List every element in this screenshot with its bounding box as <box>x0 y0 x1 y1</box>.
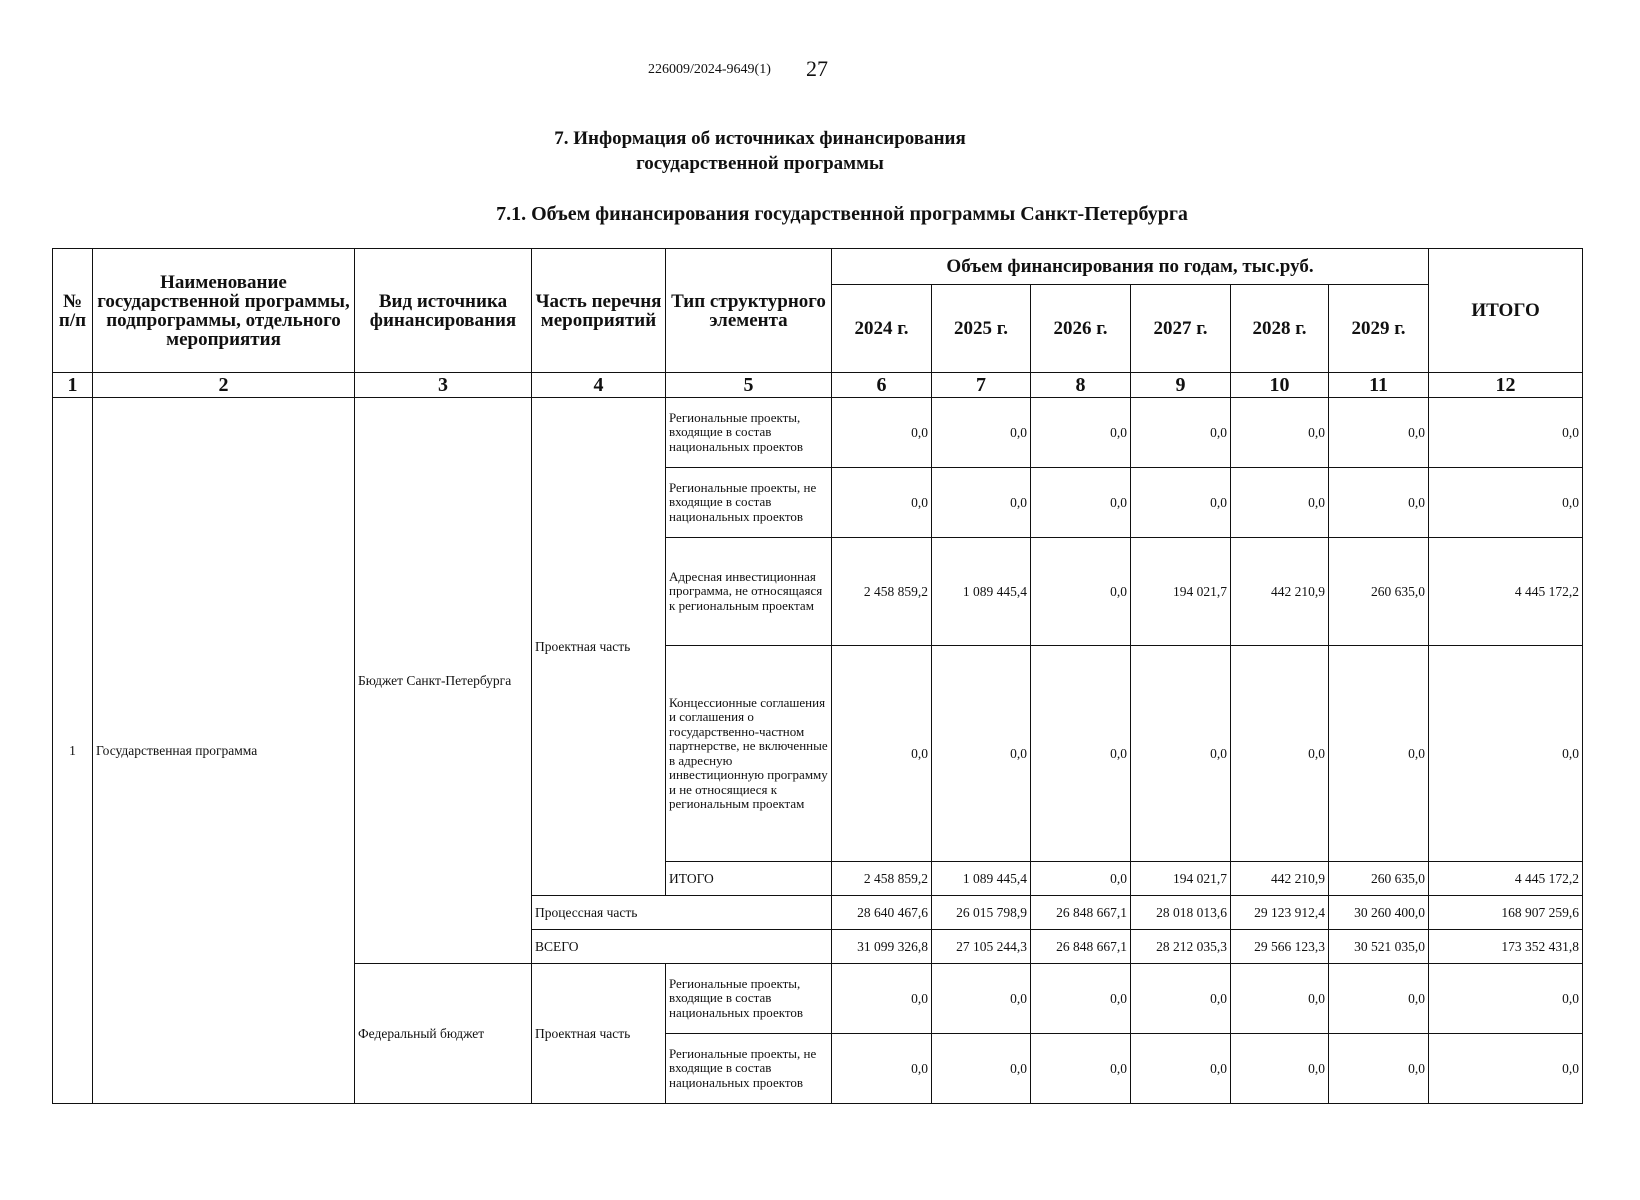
header-total: ИТОГО <box>1429 249 1583 373</box>
part-all: ВСЕГО <box>532 930 832 964</box>
header-num: № п/п <box>53 249 93 373</box>
source-spb-budget: Бюджет Санкт-Петербурга <box>355 398 532 964</box>
col-number: 2 <box>93 373 355 398</box>
table-row <box>53 398 1583 468</box>
value-cell: 0,0 <box>1031 1034 1131 1104</box>
header-year-2027: 2027 г. <box>1131 285 1231 373</box>
value-cell: 0,0 <box>1329 1034 1429 1104</box>
total-cell: 0,0 <box>1429 398 1583 468</box>
value-cell: 194 021,7 <box>1131 862 1231 896</box>
header-type: Тип структурного элемента <box>666 249 832 373</box>
value-cell: 0,0 <box>932 964 1031 1034</box>
header-year-2024: 2024 г. <box>832 285 932 373</box>
value-cell: 0,0 <box>1031 964 1131 1034</box>
value-cell: 0,0 <box>1231 646 1329 862</box>
subsection-title: 7.1. Объем финансирования государственной программы Санкт-Петербурга <box>496 203 1188 225</box>
value-cell: 29 123 912,4 <box>1231 896 1329 930</box>
value-cell: 0,0 <box>1131 1034 1231 1104</box>
value-cell: 0,0 <box>832 964 932 1034</box>
col-number: 6 <box>832 373 932 398</box>
value-cell: 0,0 <box>1031 468 1131 538</box>
value-cell: 26 848 667,1 <box>1031 930 1131 964</box>
total-cell: 0,0 <box>1429 1034 1583 1104</box>
total-cell: 0,0 <box>1429 964 1583 1034</box>
document-id: 226009/2024-9649(1) <box>648 62 771 77</box>
value-cell: 0,0 <box>1231 1034 1329 1104</box>
value-cell: 260 635,0 <box>1329 538 1429 646</box>
page-number: 27 <box>806 56 828 81</box>
value-cell: 28 640 467,6 <box>832 896 932 930</box>
value-cell: 30 521 035,0 <box>1329 930 1429 964</box>
source-federal-budget: Федеральный бюджет <box>355 964 532 1104</box>
col-number: 9 <box>1131 373 1231 398</box>
value-cell: 0,0 <box>932 398 1031 468</box>
value-cell: 27 105 244,3 <box>932 930 1031 964</box>
value-cell: 0,0 <box>1131 398 1231 468</box>
value-cell: 442 210,9 <box>1231 862 1329 896</box>
value-cell: 26 015 798,9 <box>932 896 1031 930</box>
value-cell: 1 089 445,4 <box>932 538 1031 646</box>
total-cell: 4 445 172,2 <box>1429 538 1583 646</box>
part-process: Процессная часть <box>532 896 832 930</box>
value-cell: 0,0 <box>832 398 932 468</box>
value-cell: 0,0 <box>1329 398 1429 468</box>
col-number: 5 <box>666 373 832 398</box>
structural-type: Региональные проекты, входящие в состав национальных проектов <box>666 398 832 468</box>
part-project: Проектная часть <box>532 964 666 1104</box>
header-year-2026: 2026 г. <box>1031 285 1131 373</box>
structural-type: ИТОГО <box>666 862 832 896</box>
value-cell: 2 458 859,2 <box>832 862 932 896</box>
col-number: 10 <box>1231 373 1329 398</box>
structural-type: Региональные проекты, не входящие в состав национальных проектов <box>666 1034 832 1104</box>
value-cell: 30 260 400,0 <box>1329 896 1429 930</box>
structural-type: Региональные проекты, входящие в состав национальных проектов <box>666 964 832 1034</box>
header-part: Часть перечня мероприятий <box>532 249 666 373</box>
col-number: 3 <box>355 373 532 398</box>
value-cell: 0,0 <box>932 1034 1031 1104</box>
header-year-2029: 2029 г. <box>1329 285 1429 373</box>
row-number: 1 <box>53 398 93 1104</box>
total-cell: 168 907 259,6 <box>1429 896 1583 930</box>
col-number: 12 <box>1429 373 1583 398</box>
col-number: 8 <box>1031 373 1131 398</box>
col-number: 11 <box>1329 373 1429 398</box>
value-cell: 0,0 <box>1131 468 1231 538</box>
header-source: Вид источника финансирования <box>355 249 532 373</box>
structural-type: Региональные проекты, не входящие в состав национальных проектов <box>666 468 832 538</box>
value-cell: 0,0 <box>1231 398 1329 468</box>
header-name: Наименование государственной программы, подпрограммы, отдельного мероприятия <box>93 249 355 373</box>
value-cell: 0,0 <box>1329 468 1429 538</box>
total-cell: 0,0 <box>1429 468 1583 538</box>
section-title-line2: государственной программы <box>636 153 884 174</box>
value-cell: 0,0 <box>832 1034 932 1104</box>
structural-type: Концессионные соглашения и соглашения о государственно-частном партнерстве, не включенные в адресную инвестиционную программу и не относящиеся к региональным проектам <box>666 646 832 862</box>
program-name: Государственная программа <box>93 398 355 1104</box>
value-cell: 0,0 <box>832 646 932 862</box>
value-cell: 1 089 445,4 <box>932 862 1031 896</box>
value-cell: 31 099 326,8 <box>832 930 932 964</box>
value-cell: 28 018 013,6 <box>1131 896 1231 930</box>
header-year-2028: 2028 г. <box>1231 285 1329 373</box>
financing-table <box>52 248 1583 1104</box>
header-year-2025: 2025 г. <box>932 285 1031 373</box>
value-cell: 0,0 <box>1231 468 1329 538</box>
header-volume: Объем финансирования по годам, тыс.руб. <box>832 249 1429 285</box>
value-cell: 260 635,0 <box>1329 862 1429 896</box>
value-cell: 0,0 <box>1031 862 1131 896</box>
col-number: 7 <box>932 373 1031 398</box>
value-cell: 442 210,9 <box>1231 538 1329 646</box>
value-cell: 0,0 <box>832 468 932 538</box>
col-number: 4 <box>532 373 666 398</box>
total-cell: 173 352 431,8 <box>1429 930 1583 964</box>
value-cell: 26 848 667,1 <box>1031 896 1131 930</box>
total-cell: 0,0 <box>1429 646 1583 862</box>
section-title-line1: 7. Информация об источниках финансирования <box>554 128 966 149</box>
value-cell: 0,0 <box>1329 964 1429 1034</box>
value-cell: 2 458 859,2 <box>832 538 932 646</box>
value-cell: 0,0 <box>1031 398 1131 468</box>
value-cell: 0,0 <box>1031 646 1131 862</box>
value-cell: 0,0 <box>1329 646 1429 862</box>
value-cell: 0,0 <box>1131 964 1231 1034</box>
col-number: 1 <box>53 373 93 398</box>
value-cell: 29 566 123,3 <box>1231 930 1329 964</box>
value-cell: 0,0 <box>932 646 1031 862</box>
value-cell: 0,0 <box>1131 646 1231 862</box>
part-project: Проектная часть <box>532 398 666 896</box>
total-cell: 4 445 172,2 <box>1429 862 1583 896</box>
value-cell: 0,0 <box>1231 964 1329 1034</box>
value-cell: 0,0 <box>932 468 1031 538</box>
value-cell: 194 021,7 <box>1131 538 1231 646</box>
value-cell: 28 212 035,3 <box>1131 930 1231 964</box>
value-cell: 0,0 <box>1031 538 1131 646</box>
structural-type: Адресная инвестиционная программа, не относящаяся к региональным проектам <box>666 538 832 646</box>
